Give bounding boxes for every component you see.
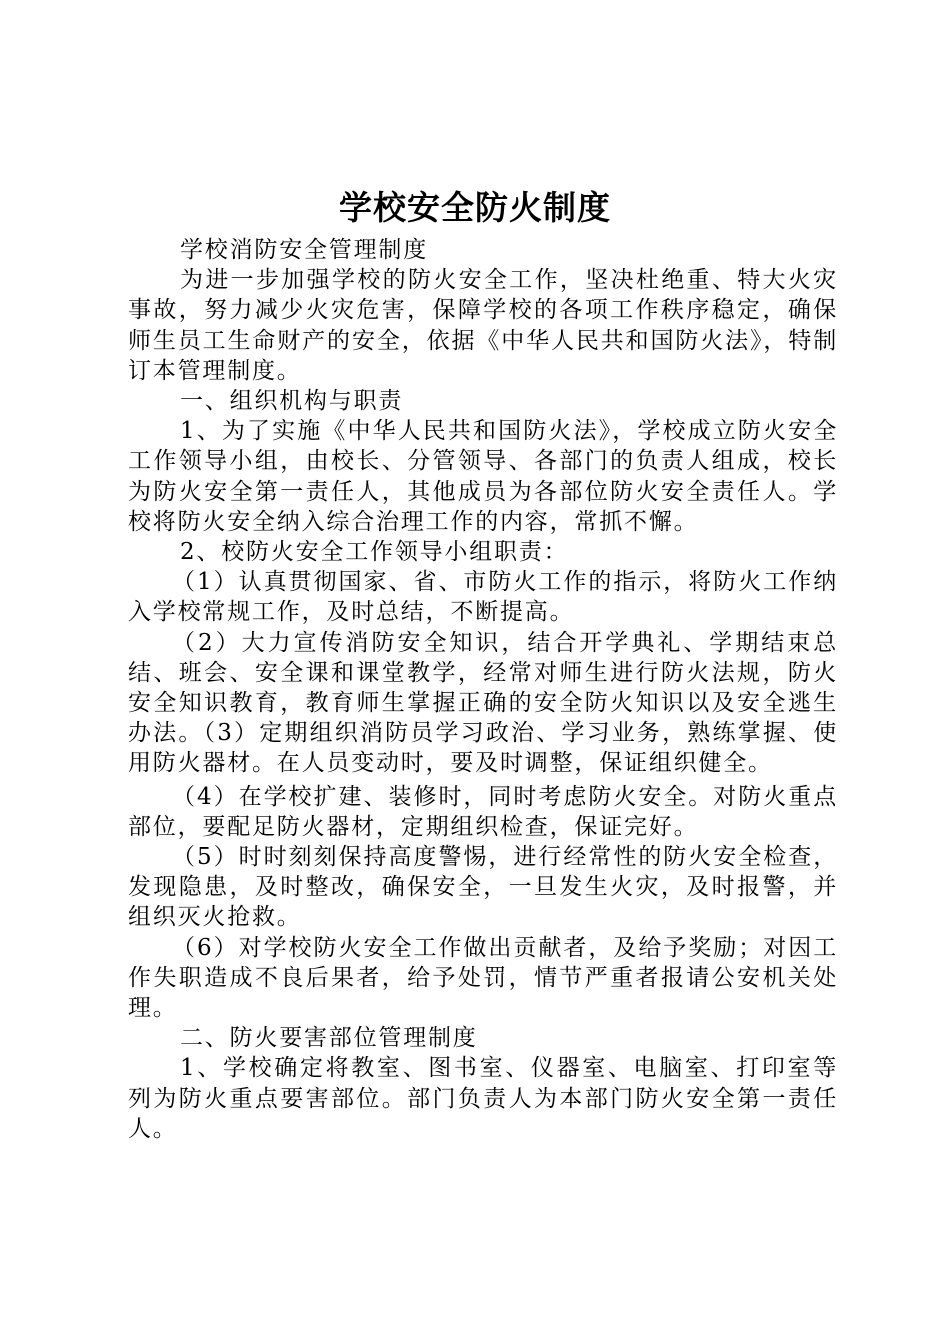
paragraph-intro: 为进一步加强学校的防火安全工作，坚决杜绝重、特大火灾事故，努力减少火灾危害，保障学校的各项工作秩序稳定，确保师生员工生命财产的安全，依据《中华人民共和国防火法》，特制订本管理制度。	[128, 267, 838, 384]
paragraph-subtitle: 学校消防安全管理制度	[180, 237, 428, 263]
document-body	[128, 235, 838, 1144]
paragraph-1-1: 1、为了实施《中华人民共和国防火法》，学校成立防火安全工作领导小组，由校长、分管领导、各部门的负责人组成，校长为防火安全第一责任人，其他成员为各部位防火安全责任人。学校将防火安全纳入综合治理工作的内容，常抓不懈。	[128, 418, 838, 535]
paragraph-item-1: （1）认真贯彻国家、省、市防火工作的指示，将防火工作纳入学校常规工作，及时总结，不断提高。	[128, 569, 838, 626]
paragraph-1-2: 2、校防火安全工作领导小组职责：	[180, 539, 569, 566]
section-heading-1: 一、组织机构与职责	[180, 388, 404, 415]
paragraph-2-1: 1、学校确定将教室、图书室、仪器室、电脑室、打印室等列为防火重点要害部位。部门负责人为本部门防火安全第一责任人。	[128, 1055, 838, 1142]
section-heading-2: 二、防火要害部位管理制度	[180, 1025, 478, 1052]
paragraph-item-4: （4）在学校扩建、装修时，同时考虑防火安全。对防火重点部位，要配足防火器材，定期组织检查，保证完好。	[128, 783, 838, 840]
paragraph-item-5: （5）时时刻刻保持高度警惕，进行经常性的防火安全检查，发现隐患，及时整改，确保安全，一旦发生火灾，及时报警，并组织灭火抢救。	[128, 844, 838, 931]
document-title: 学校安全防火制度	[339, 188, 611, 227]
paragraph-item-2-3: （2）大力宣传消防安全知识，结合开学典礼、学期结束总结、班会、安全课和课堂教学，经常对师生进行防火法规，防火安全知识教育，教育师生掌握正确的安全防火知识以及安全逃生办法。（3）定期组织消防员学习政治、学习业务，熟练掌握、使用防火器材。在人员变动时，要及时调整，保证组织健全。	[128, 629, 838, 777]
paragraph-item-6: （6）对学校防火安全工作做出贡献者，及给予奖励；对因工作失职造成不良后果者，给予处罚，情节严重者报请公安机关处理。	[128, 934, 838, 1022]
